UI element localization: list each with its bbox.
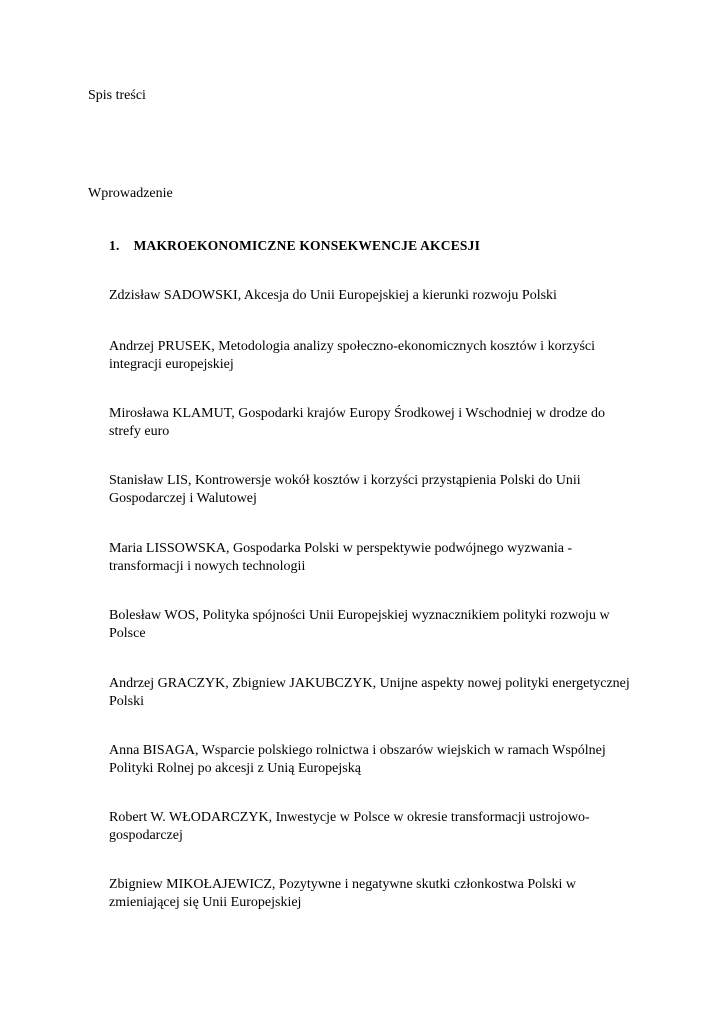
- toc-entry: Andrzej PRUSEK, Metodologia analizy społeczno-ekonomicznych kosztów i korzyści integracji europejskiej: [109, 339, 595, 372]
- toc-entry: Robert W. WŁODARCZYK, Inwestycje w Polsce w okresie transformacji ustrojowo-gospodarczej: [109, 810, 590, 843]
- toc-entry: Zbigniew MIKOŁAJEWICZ, Pozytywne i negatywne skutki członkostwa Polski w zmieniającej się Unii Europejskiej: [109, 877, 576, 910]
- toc-introduction: Wprowadzenie: [88, 186, 173, 201]
- section-title: MAKROEKONOMICZNE KONSEKWENCJE AKCESJI: [133, 238, 481, 253]
- document-title: Spis treści: [88, 88, 146, 103]
- toc-entry: Anna BISAGA, Wsparcie polskiego rolnictwa i obszarów wiejskich w ramach Wspólnej Polityki Rolnej po akcesji z Unią Europejską: [109, 743, 606, 776]
- toc-entry: Andrzej GRACZYK, Zbigniew JAKUBCZYK, Unijne aspekty nowej polityki energetycznej Polski: [109, 676, 630, 709]
- toc-entry: Zdzisław SADOWSKI, Akcesja do Unii Europejskiej a kierunki rozwoju Polski: [109, 288, 557, 303]
- toc-entry: Bolesław WOS, Polityka spójności Unii Europejskiej wyznacznikiem polityki rozwoju w Polsce: [109, 608, 610, 641]
- toc-entry: Maria LISSOWSKA, Gospodarka Polski w perspektywie podwójnego wyzwania - transformacji i nowych technologii: [109, 541, 573, 574]
- toc-section-heading: [109, 237, 480, 255]
- toc-entry: Mirosława KLAMUT, Gospodarki krajów Europy Środkowej i Wschodniej w drodze do strefy euro: [109, 406, 606, 439]
- toc-entry: Stanisław LIS, Kontrowersje wokół kosztów i korzyści przystąpienia Polski do Unii Gospodarczej i Walutowej: [109, 473, 581, 506]
- section-number: 1.: [109, 238, 120, 253]
